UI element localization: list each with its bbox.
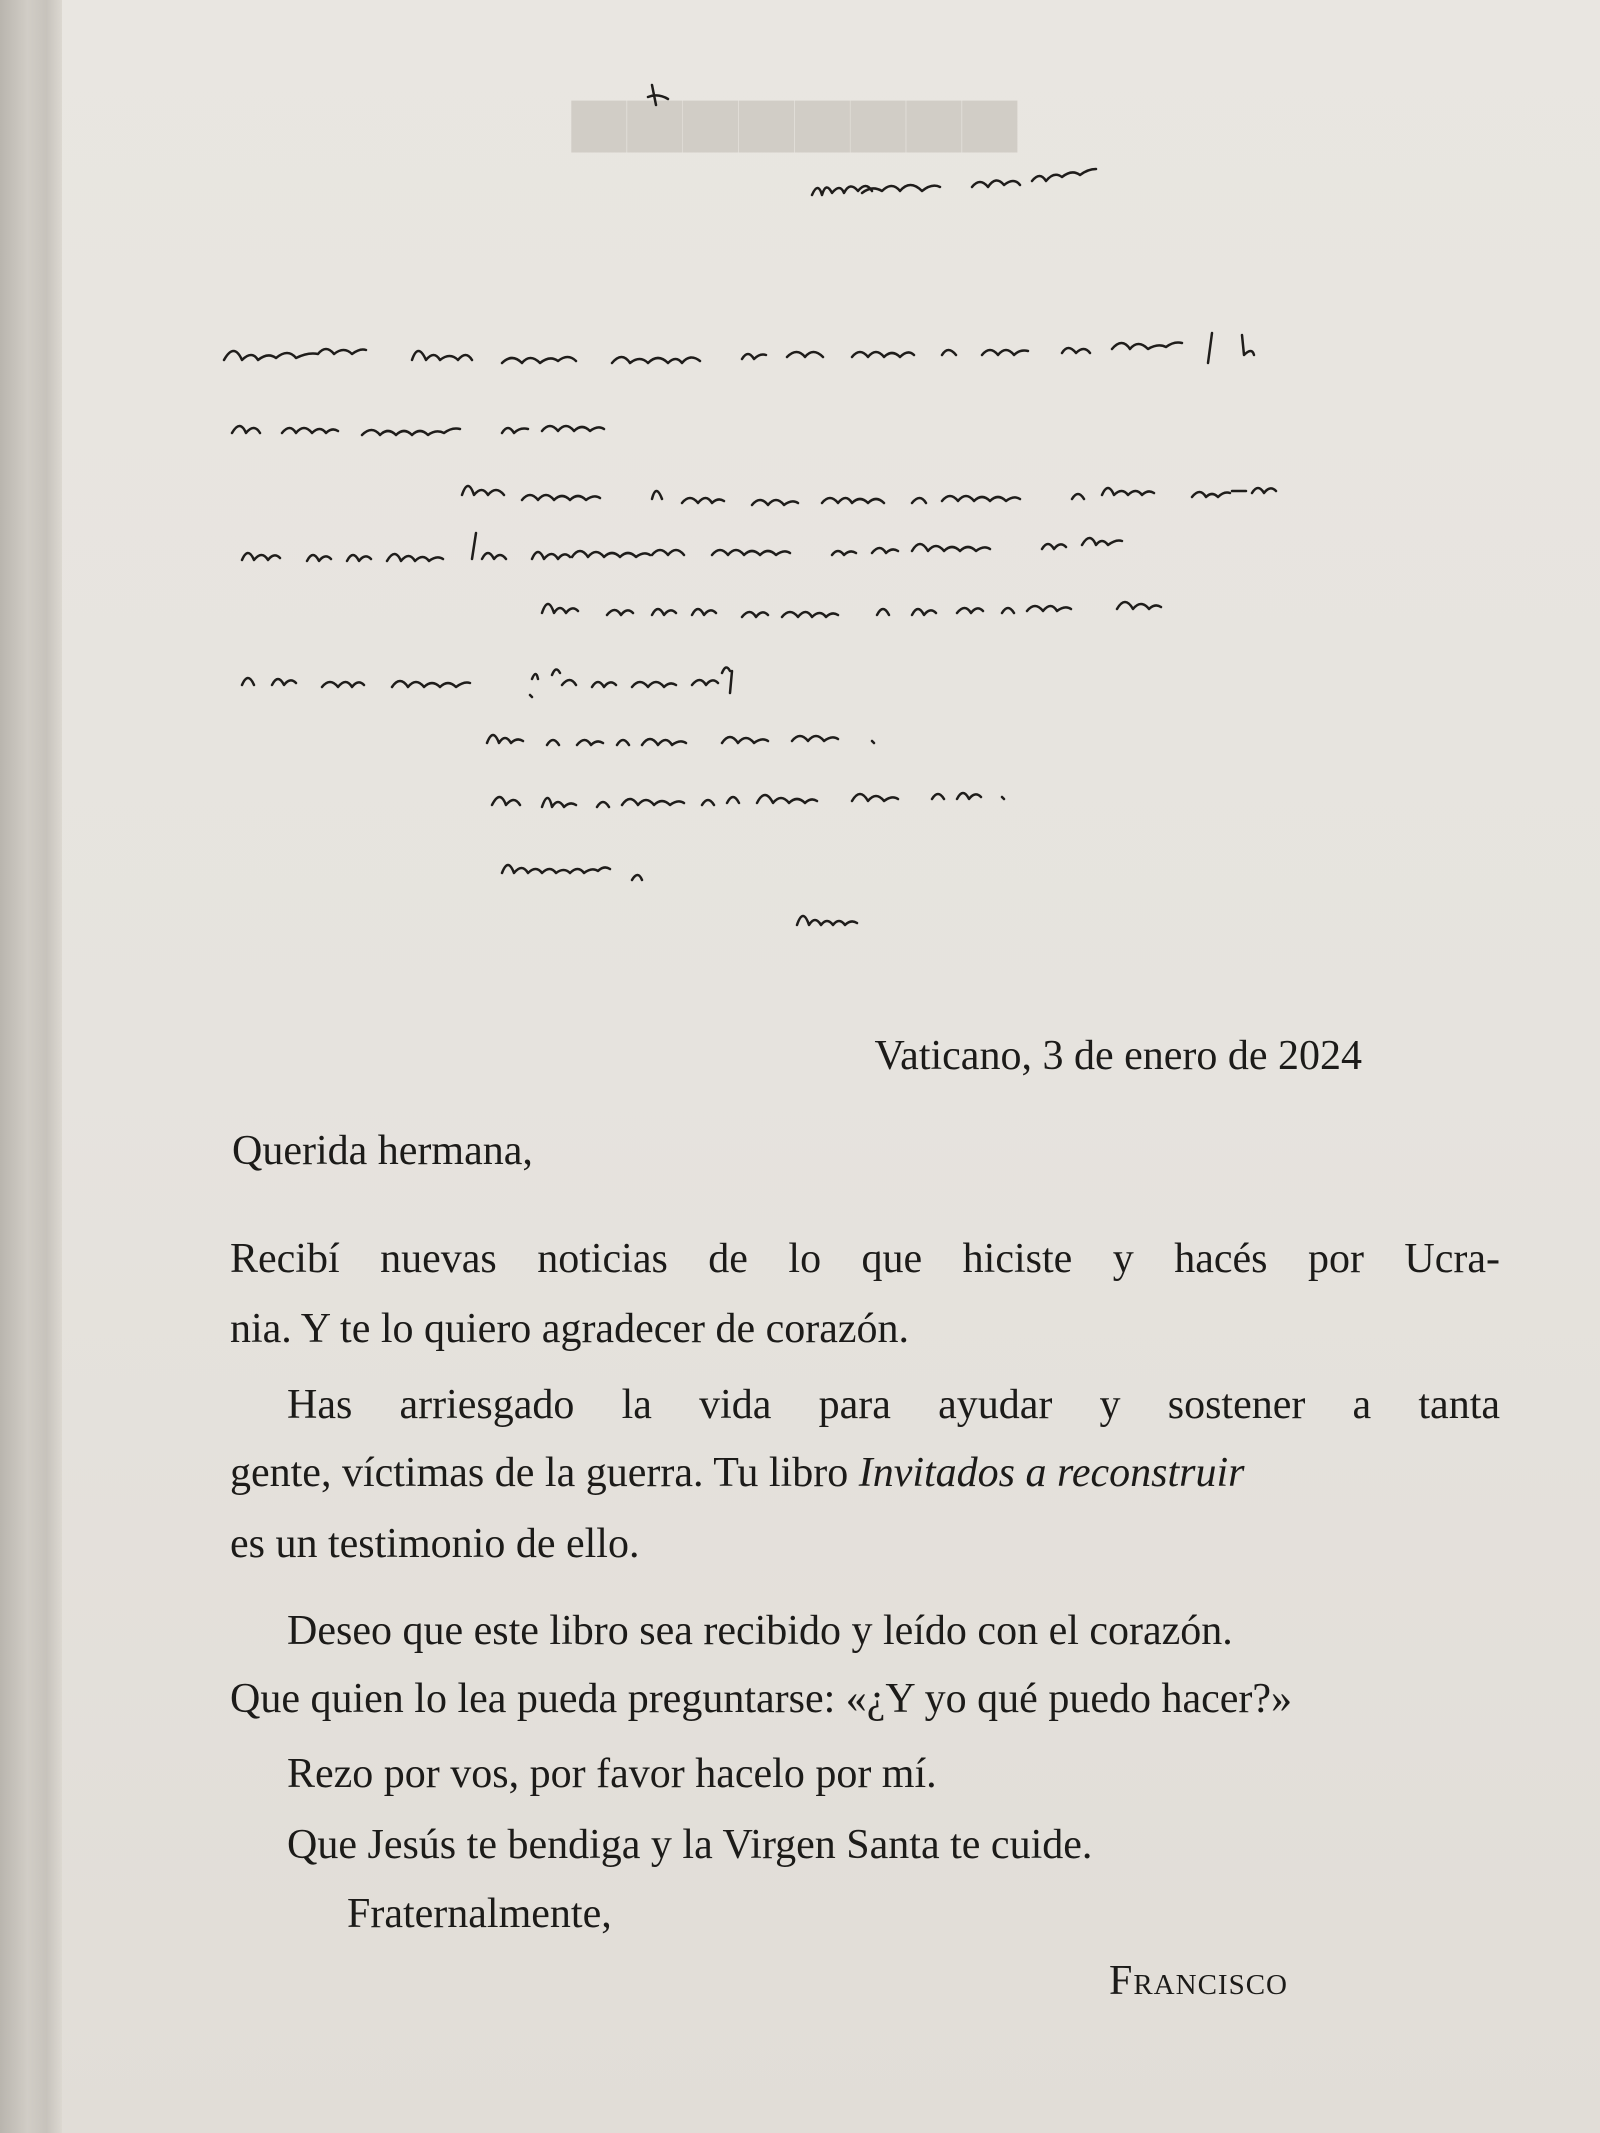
letter-paragraph-2-line-3: es un testimonio de ello.: [230, 1521, 640, 1567]
letter-paragraph-4: Rezo por vos, por favor hacelo por mí.: [287, 1751, 937, 1797]
letter-paragraph-1-line-1: Recibí nuevas noticias de lo que hiciste y hacés por Ucra-: [230, 1236, 1500, 1282]
printed-closing: Fraternalmente,: [347, 1891, 612, 1937]
letter-paragraph-2-line-2: gente, víctimas de la guerra. Tu libro Invitados a reconstruir: [230, 1450, 1245, 1496]
letter-paragraph-2-line-1: Has arriesgado la vida para ayudar y sostener a tanta: [287, 1382, 1500, 1428]
printed-signature: Francisco: [1108, 1958, 1288, 2004]
book-title: Invitados a reconstruir: [858, 1450, 1245, 1496]
letter-paragraph-3-line-1: Deseo que este libro sea recibido y leído con el corazón.: [287, 1608, 1233, 1654]
handwritten-letter-image: [212, 75, 1492, 955]
reverse-page-show-through: ▅▅▅▅▅▅▅▅: [572, 74, 1019, 151]
letter-paragraph-5: Que Jesús te bendiga y la Virgen Santa te cuide.: [287, 1822, 1093, 1868]
printed-salutation: Querida hermana,: [232, 1128, 533, 1174]
letter-paragraph-3-line-2: Que quien lo lea pueda preguntarse: «¿Y yo qué puedo hacer?»: [230, 1676, 1293, 1722]
printed-date-line: Vaticano, 3 de enero de 2024: [874, 1033, 1362, 1079]
book-page: [62, 0, 1600, 2133]
book-spine-shadow: [0, 0, 62, 2133]
letter-paragraph-1-line-2: nia. Y te lo quiero agradecer de corazón.: [230, 1306, 910, 1352]
